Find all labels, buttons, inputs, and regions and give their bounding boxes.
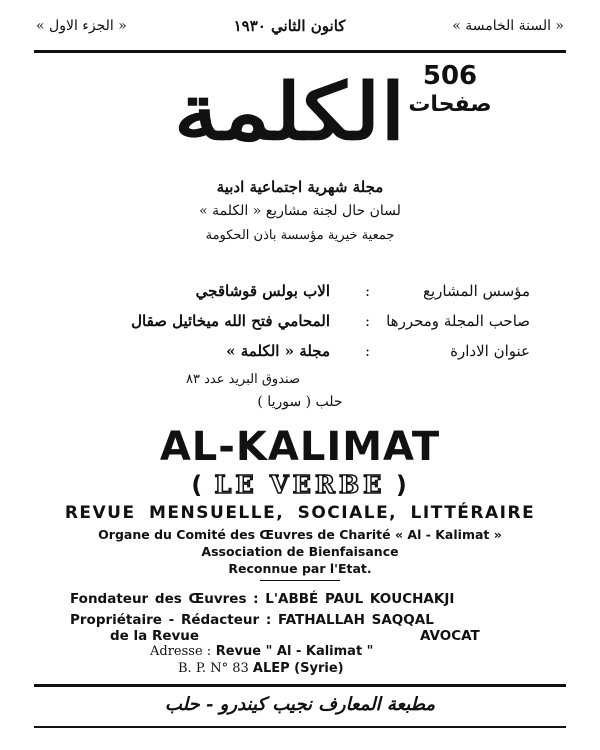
pobox-arabic: صندوق البريد عدد ٨٣: [186, 372, 300, 387]
proprietaire-line: [70, 612, 434, 628]
info-row-founder: [60, 282, 530, 306]
subtitle-line-2: لسان حال لجنة مشاريع « الكلمة »: [199, 203, 401, 219]
info-label: عنوان الادارة: [450, 342, 530, 360]
subtitle-line-1: مجلة شهرية اجتماعية ادبية: [216, 178, 384, 196]
de-la-revue: de la Revue: [110, 628, 200, 644]
adresse-label: Adresse :: [150, 644, 212, 659]
masthead-logo: [174, 58, 406, 168]
info-value: مجلة « الكلمة »: [226, 342, 330, 360]
issue-date: كانون الثاني ١٩٣٠: [233, 17, 346, 35]
fondateur-line: [70, 591, 454, 607]
revue-line: REVUE MENSUELLE, SOCIALE, LITTÉRAIRE: [64, 503, 536, 523]
info-value: الاب بولس قوشاقجي: [195, 282, 330, 300]
latin-subtitle: [0, 470, 600, 499]
latin-title: AL-KALIMAT: [159, 424, 441, 470]
proprietaire-name: FATHALLAH SAQQAL: [277, 612, 434, 628]
top-rule: [34, 50, 566, 53]
pages-number: 506: [422, 61, 478, 91]
open-paren: (: [191, 471, 205, 499]
city-arabic: حلب ( سوريا ): [257, 394, 343, 410]
adresse-line: [150, 644, 373, 659]
year-label: « السنة الخامسة »: [452, 18, 564, 34]
le-verbe-text: LE VERBE: [214, 470, 386, 499]
info-colon: :: [364, 312, 370, 330]
reconnue-line: Reconnue par l'Etat.: [228, 561, 372, 576]
logo-text: الكلمة: [174, 67, 406, 158]
bp-line: [178, 661, 344, 676]
part-label: « الجزء الاول »: [36, 18, 127, 34]
printer-line: مطبعة المعارف نجيب كيندرو - حلب: [164, 694, 436, 715]
adresse-value: Revue " Al - Kalimat ": [215, 644, 374, 659]
fondateur-name: L'ABBÉ PAUL KOUCHAKJI: [265, 591, 455, 607]
info-label: مؤسس المشاريع: [422, 282, 530, 300]
info-value: المحامي فتح الله ميخائيل صقال: [131, 312, 330, 330]
subtitle-line-3: جمعية خيرية مؤسسة باذن الحكومة: [205, 228, 395, 243]
pages-count: [395, 62, 505, 120]
association-line: Association de Bienfaisance: [201, 544, 399, 559]
footer-rule: [34, 726, 566, 728]
header-strip: [36, 8, 564, 44]
bottom-rule: [34, 684, 566, 687]
info-colon: :: [364, 282, 370, 300]
organe-line: Organe du Comité des Œuvres de Charité « Al - Kalimat »: [98, 527, 502, 542]
fondateur-label: Fondateur des Œuvres :: [70, 591, 259, 607]
info-label: صاحب المجلة ومحررها: [386, 312, 530, 330]
info-row-editor: [60, 312, 530, 336]
bp-label: B. P. N° 83: [178, 661, 249, 676]
info-row-address: [60, 342, 530, 366]
separator-rule: [260, 580, 340, 581]
info-colon: :: [364, 342, 370, 360]
bp-city: ALEP (Syrie): [252, 661, 344, 676]
close-paren: ): [395, 471, 409, 499]
avocat: AVOCAT: [420, 628, 480, 644]
proprietaire-label: Propriétaire - Rédacteur :: [70, 612, 272, 628]
pages-word: صفحات: [408, 92, 492, 117]
